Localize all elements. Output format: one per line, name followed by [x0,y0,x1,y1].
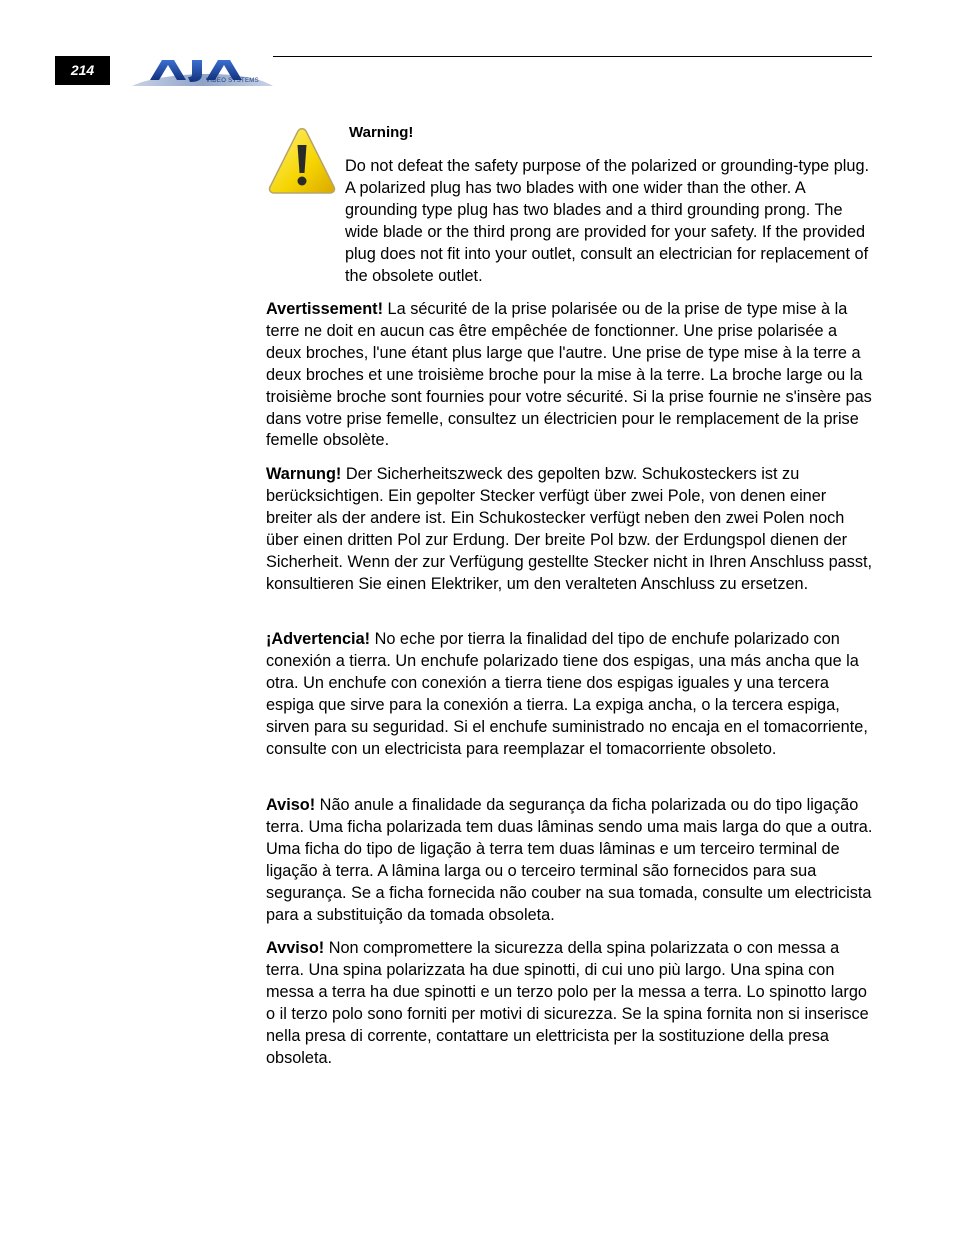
page-number: 214 [55,56,110,85]
spanish-warning-label: ¡Advertencia! [266,630,371,648]
warning-title: Warning! [349,124,414,141]
spanish-warning-text: No eche por tierra la finalidad del tipo de enchufe polarizado con conexión a tierra. Un enchufe polarizado tiene dos espigas, una más ancha que la otra. Un enchufe con conexión a tierra tiene dos espigas iguales y una tercera espiga que sirve para la conexión a tierra. La expiga ancha, o la tercera espiga, sirven para su seguridad. Si el enchufe suministrado no encaja en el tomacorriente, consulte con un electricista para reemplazar el tomacorriente obsoleto. [266,630,868,758]
french-warning [266,299,876,452]
header-rule [273,56,872,57]
german-warning [266,464,876,595]
warning-body: Do not defeat the safety purpose of the polarized or grounding-type plug. A polarized plug has two blades with one wider than the other. A grounding type plug has two blades and a third grounding prong. The wide blade or the third prong are provided for your safety. If the provided plug does not fit into your outlet, consult an electrician for replacement of the obsolete outlet. [345,157,870,285]
portuguese-warning-text: Não anule a finalidade da segurança da ficha polarizada ou do tipo ligação terra. Uma ficha polarizada tem duas lâminas sendo uma mais larga do que a outra. Uma ficha do tipo de ligação à terra tem duas lâminas e um terceiro terminal de ligação à terra. A lâmina larga ou o terceiro terminal são fornecidos para sua segurança. Se a ficha fornecida não couber na sua tomada, consulte um electricista para a substituição da tomada obsoleta. [266,796,873,924]
german-warning-label: Warnung! [266,465,342,483]
warning-triangle-icon [267,127,337,197]
portuguese-warning [266,795,876,926]
german-warning-text: Der Sicherheitszweck des gepolten bzw. Schukosteckers ist zu berücksichtigen. Ein gepolter Stecker verfügt über zwei Pole, von denen einer breiter als der andere ist. Ein Schukostecker verfügt neben den zwei Polen noch über einen dritten Pol zur Erdung. Der breite Pol bzw. der Erdungspol dienen der Sicherheit. Wenn der zur Verfügung gestellte Stecker nicht in Ihren Anschluss passt, konsultieren Sie einen Elektriker, um den veralteten Anschluss zu ersetzen. [266,465,873,593]
italian-warning [266,938,876,1069]
french-warning-text: La sécurité de la prise polarisée ou de la prise de type mise à la terre ne doit en aucun cas être empêchée de fonctionner. Une prise polarisée a deux broches, l'une étant plus large que l'autre. Une prise de type mise à la terre a deux broches et une troisième broche pour la mise à la terre. La broche large ou la troisième broche sont fournies pour votre sécurité. Si la prise fournie ne s'insère pas dans votre prise femelle, consultez un électricien pour le remplacement de la prise femelle obsolète. [266,300,872,450]
logo-subtitle: VIDEO SYSTEMS [206,78,259,84]
spanish-warning [266,629,876,760]
italian-warning-text: Non compromettere la sicurezza della spina polarizzata o con messa a terra. Una spina polarizzata ha due spinotti, di cui uno più largo. Una spina con messa a terra ha due spinotti e un terzo polo per la messa a terra. Lo spinotto largo o il terzo polo sono forniti per motivi di sicurezza. Se la spina fornita non si inserisce nella presa di corrente, contattare un elettricista per la sostituzione della presa obsoleta. [266,939,869,1067]
portuguese-warning-label: Aviso! [266,796,316,814]
italian-warning-label: Avviso! [266,939,325,957]
french-warning-label: Avertissement! [266,300,384,318]
